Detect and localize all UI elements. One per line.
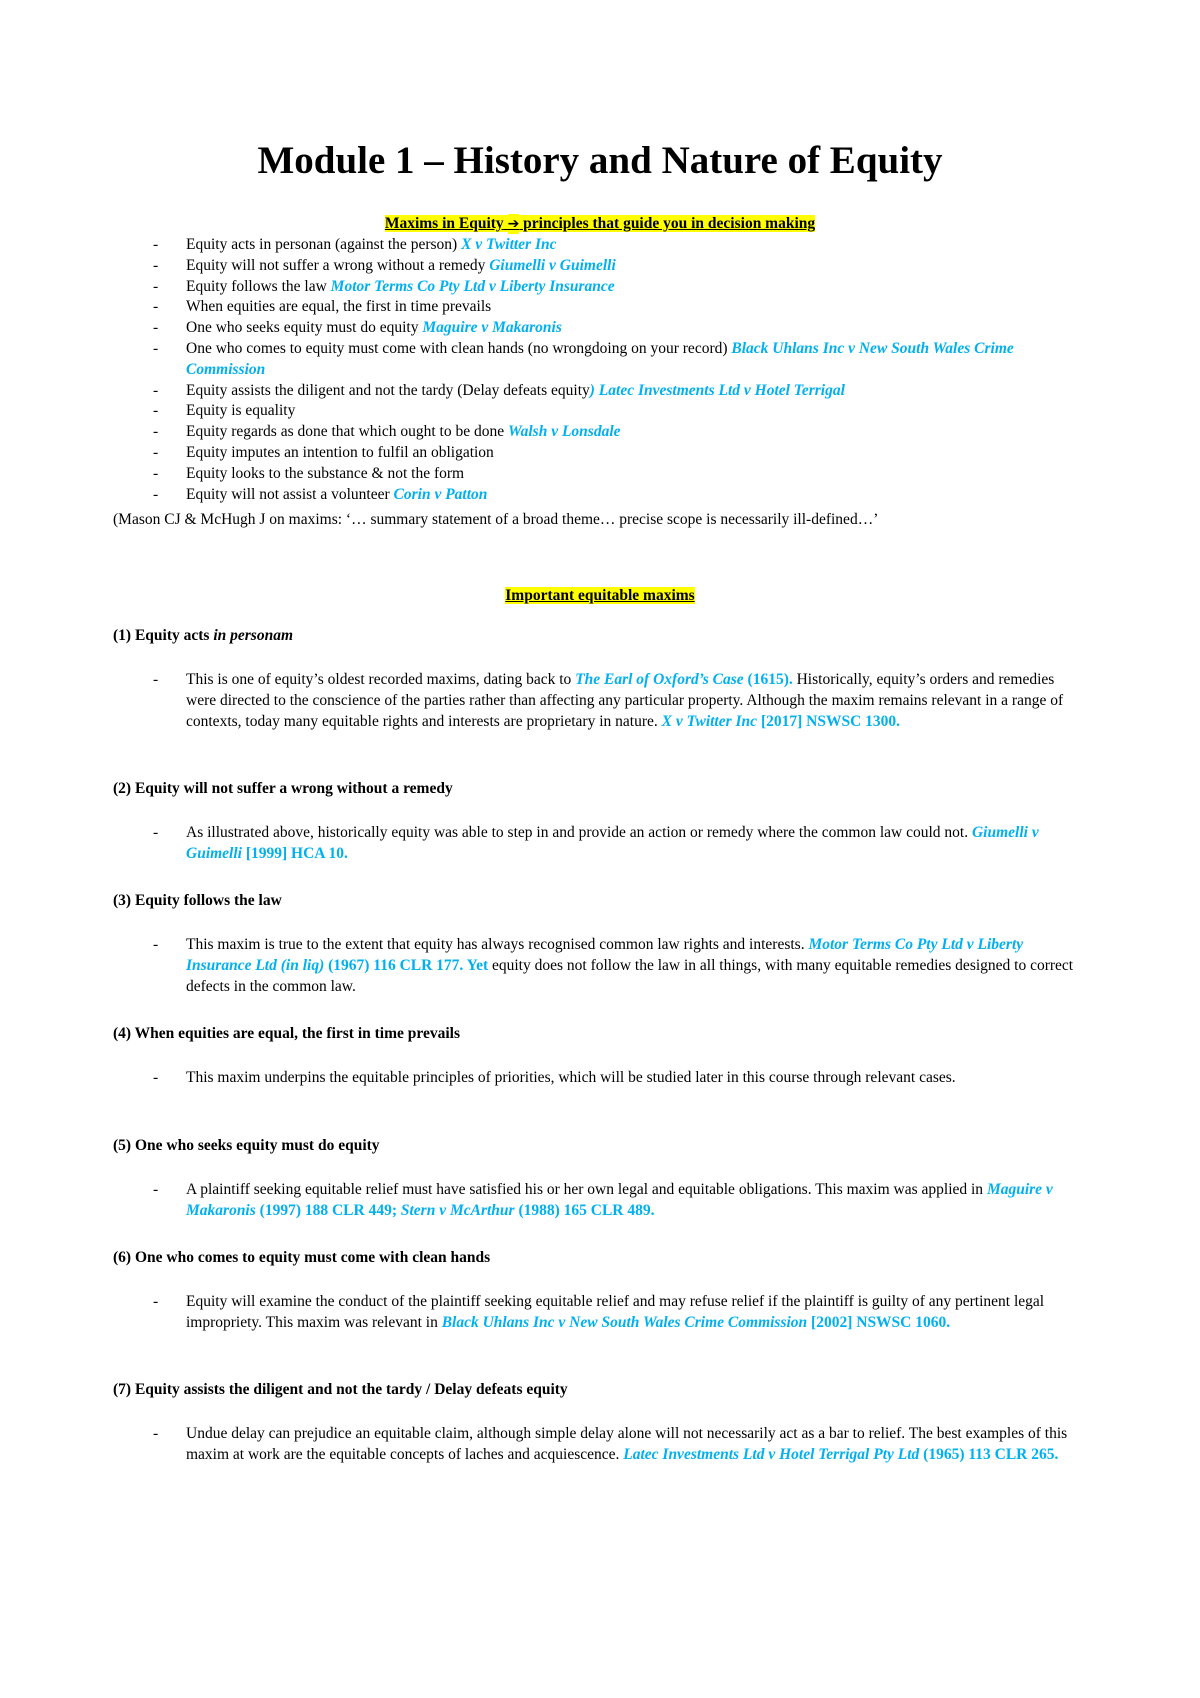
case-link: X v Twitter Inc: [661, 712, 758, 730]
maxim-item: [148, 339, 1068, 381]
maxim-text: Equity imputes an intention to fulfil an obligation: [186, 443, 494, 461]
list-dash: -: [153, 485, 159, 503]
case-link: Corin v Patton: [393, 485, 488, 503]
maxims-heading-left: Maxims in Equity: [384, 215, 504, 232]
list-dash: -: [153, 256, 159, 274]
list-dash: -: [153, 402, 159, 420]
maxim-text: Equity assists the diligent and not the tardy (Delay defeats equity: [186, 381, 590, 399]
list-dash: -: [153, 443, 159, 461]
section-body-6: - Equity will examine the conduct of the plaintiff seeking equitable relief and may refuse relief if the plaintiff is guilty of any pertinent legal impropriety. This maxim was relevant in Black Uhlans Inc v New South Wales Crime Commission [2002] NSWSC 1060.: [153, 1293, 1045, 1331]
maxim-text: Equity is equality: [186, 402, 296, 420]
case-link: Walsh v Lonsdale: [507, 423, 621, 441]
section-body-5: - A plaintiff seeking equitable relief must have satisfied his or her own legal and equitable obligations. This maxim was applied in Maguire v Makaronis (1997) 188 CLR 449; Stern v McArthur (1988) 165 CLR 489.: [153, 1181, 1053, 1219]
arrow-right-icon: ➔: [507, 216, 520, 232]
maxim-item: [148, 256, 1068, 277]
section-body-4: - This maxim underpins the equitable principles of priorities, which will be studied later in this course through relevant cases.: [153, 1069, 956, 1086]
maxim-item: [148, 297, 1068, 318]
list-dash: -: [153, 423, 159, 441]
case-link: Black Uhlans Inc v New South Wales Crime Commission: [441, 1313, 808, 1331]
maxim-item: [148, 443, 1068, 464]
maxim-item: [148, 401, 1068, 422]
list-dash: -: [153, 236, 159, 253]
section-body-2: - As illustrated above, historically equity was able to step in and provide an action or remedy where the common law could not. Giumelli v Guimelli [1999] HCA 10.: [153, 824, 1039, 862]
case-link: The Earl of Oxford’s Case: [575, 671, 744, 688]
maxim-text: One who seeks equity must do equity: [186, 319, 423, 337]
maxims-list: [148, 235, 1068, 505]
maxim-text: Equity follows the law: [186, 277, 331, 295]
case-link: Motor Terms Co Pty Ltd v Liberty Insurance: [330, 277, 615, 295]
maxim-text: Equity regards as done that which ought to be done: [186, 423, 508, 441]
maxim-item: [148, 277, 1068, 298]
case-link: ) Latec Investments Ltd v Hotel Terrigal: [589, 381, 845, 399]
case-link: Maguire v Makaronis: [186, 1181, 1053, 1219]
case-link: Giumelli v Guimelli: [489, 256, 616, 274]
case-link: Giumelli v Guimelli: [186, 824, 1039, 862]
section-heading-4: (4) When equities are equal, the first in time prevails: [113, 1025, 461, 1042]
section-body-3: - This maxim is true to the extent that equity has always recognised common law rights and interests. Motor Terms Co Pty Ltd v Liberty Insurance Ltd (in liq) (1967) 116 CLR 177. Yet equity does not follow the law in all things, with many equitable remedies designed to correct defects in the common law.: [153, 936, 1074, 995]
mason-note: (Mason CJ & McHugh J on maxims: ‘… summary statement of a broad theme… precise scope is necessarily ill-defined…’: [113, 511, 879, 528]
list-dash: -: [153, 277, 159, 295]
list-dash: -: [153, 319, 159, 337]
section-body-7: - Undue delay can prejudice an equitable claim, although simple delay alone will not necessarily act as a bar to relief. The best examples of this maxim at work are the equitable concepts of laches and acquiescence. Latec Investments Ltd v Hotel Terrigal Pty Ltd (1965) 113 CLR 265.: [153, 1425, 1068, 1463]
section-heading-6: (6) One who comes to equity must come with clean hands: [113, 1249, 491, 1266]
maxims-heading: [0, 214, 1200, 234]
maxim-text: When equities are equal, the first in time prevails: [186, 298, 492, 316]
list-dash: -: [153, 298, 159, 316]
maxim-text: Equity will not assist a volunteer: [186, 485, 394, 503]
maxim-text: One who comes to equity must come with clean hands (no wrongdoing on your record): [186, 339, 732, 357]
maxim-item: [148, 318, 1068, 339]
list-dash: -: [153, 464, 159, 482]
list-dash: -: [153, 339, 159, 357]
case-link: Stern v McArthur: [400, 1201, 515, 1219]
case-link: X v Twitter Inc: [461, 236, 557, 253]
maxim-text: Equity acts in personan (against the person): [186, 236, 462, 253]
case-link: Maguire v Makaronis: [422, 319, 562, 337]
section-heading-3: (3) Equity follows the law: [113, 892, 282, 909]
maxim-item: [148, 381, 1068, 402]
important-heading: Important equitable maxims: [505, 587, 695, 604]
case-link: Black Uhlans Inc v New South Wales Crime Commission: [186, 339, 1014, 378]
maxim-text: Equity will not suffer a wrong without a remedy: [186, 256, 490, 274]
case-link: Latec Investments Ltd v Hotel Terrigal Pty Ltd: [623, 1445, 920, 1463]
page-title: Module 1 – History and Nature of Equity: [257, 139, 943, 182]
maxims-heading-right: principles that guide you in decision making: [523, 215, 816, 232]
section-heading-5: (5) One who seeks equity must do equity: [113, 1137, 380, 1154]
list-dash: -: [153, 381, 159, 399]
maxim-item: [148, 464, 1068, 485]
maxim-text: Equity looks to the substance & not the form: [186, 464, 465, 482]
case-link: Motor Terms Co Pty Ltd v Liberty Insurance Ltd (in liq): [186, 936, 1024, 974]
section-heading-1: (1) Equity acts in personam: [113, 627, 294, 644]
section-heading-7: (7) Equity assists the diligent and not the tardy / Delay defeats equity: [113, 1381, 568, 1398]
section-heading-2: (2) Equity will not suffer a wrong without a remedy: [113, 780, 453, 797]
maxim-item: [148, 235, 1068, 256]
maxim-item: [148, 485, 1068, 506]
maxim-item: [148, 422, 1068, 443]
section-body-1: - This is one of equity’s oldest recorded maxims, dating back to The Earl of Oxford’s Case (1615). Historically, equity’s orders and remedies were directed to the conscience of the parties rather than affecting any particular property. Although the maxim remains relevant in a range of contexts, today many equitable rights and interests are proprietary in nature. X v Twitter Inc [2017] NSWSC 1300.: [153, 671, 1064, 730]
